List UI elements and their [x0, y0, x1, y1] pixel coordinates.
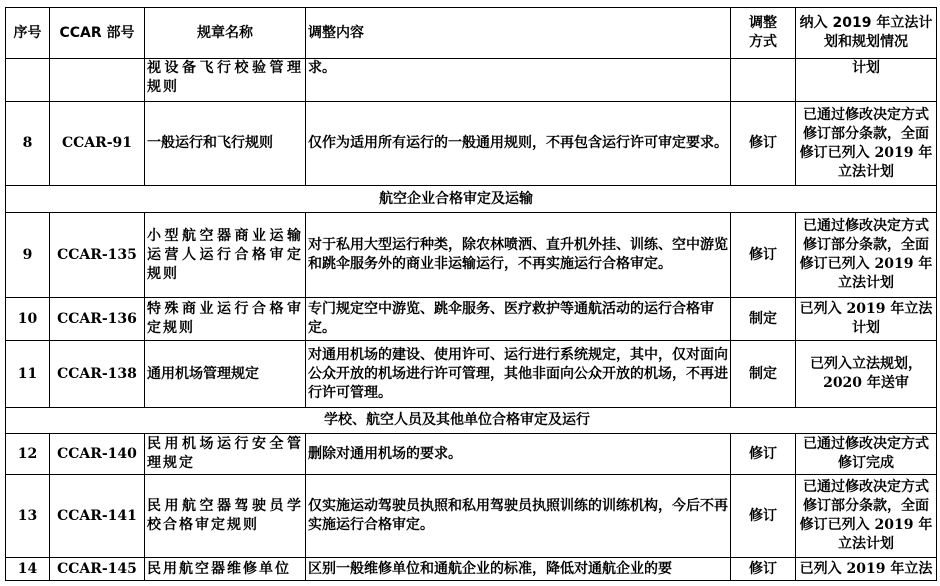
cell-content: 对于私用大型运行种类，除农林喷洒、直升机外挂、训练、空中游览和跳伞服务外的商业非运输运行，不再实施运行合格审定。	[306, 213, 731, 298]
cell-name: 视设备飞行校验管理规则	[145, 59, 306, 102]
cell-name: 民用航空器维修单位	[145, 558, 306, 581]
section-row	[6, 186, 937, 213]
cell-ccar	[50, 59, 145, 102]
section-heading-airline-certification: 航空企业合格审定及运输	[6, 186, 937, 213]
cell-ccar: CCAR-91	[50, 102, 145, 186]
cell-content: 求。	[306, 59, 731, 102]
cell-name: 一般运行和飞行规则	[145, 102, 306, 186]
cell-plan: 计划	[796, 59, 937, 102]
header-plan: 纳入 2019 年立法计 划和规划情况	[796, 8, 937, 59]
cell-ccar: CCAR-145	[50, 558, 145, 581]
section-heading-schools-personnel: 学校、航空人员及其他单位合格审定及运行	[6, 408, 937, 434]
cell-seq: 14	[6, 558, 50, 581]
cell-plan: 已列入 2019 年立法	[796, 558, 937, 581]
cell-plan: 已列入立法规划，2020 年送审	[796, 341, 937, 408]
cell-method: 制定	[731, 298, 796, 341]
table-row	[6, 475, 937, 558]
cell-seq: 8	[6, 102, 50, 186]
cell-ccar: CCAR-136	[50, 298, 145, 341]
cell-plan: 已通过修改决定方式修订完成	[796, 434, 937, 475]
cell-method: 修订	[731, 102, 796, 186]
header-content: 调整内容	[306, 8, 731, 59]
cell-content: 仅实施运动驾驶员执照和私用驾驶员执照训练的训练机构，今后不再实施运行合格审定。	[306, 475, 731, 558]
cell-method: 修订	[731, 475, 796, 558]
cell-plan: 已列入 2019 年立法计划	[796, 298, 937, 341]
cell-method: 制定	[731, 341, 796, 408]
cell-content: 删除对通用机场的要求。	[306, 434, 731, 475]
table-row	[6, 59, 937, 102]
cell-seq: 12	[6, 434, 50, 475]
table-row	[6, 341, 937, 408]
table-row	[6, 102, 937, 186]
header-ccar: CCAR 部号	[50, 8, 145, 59]
cell-name: 民用机场运行安全管理规定	[145, 434, 306, 475]
cell-method: 修订	[731, 558, 796, 581]
cell-name: 小型航空器商业运输运营人运行合格审定规则	[145, 213, 306, 298]
cell-plan: 已通过修改决定方式修订部分条款，全面修订已列入 2019 年立法计划	[796, 213, 937, 298]
table-row	[6, 434, 937, 475]
cell-content: 区别一般维修单位和通航企业的标准，降低对通航企业的要	[306, 558, 731, 581]
section-row	[6, 408, 937, 434]
table-row	[6, 558, 937, 581]
header-seq: 序号	[6, 8, 50, 59]
cell-ccar: CCAR-141	[50, 475, 145, 558]
regulation-adjustment-table	[5, 7, 937, 581]
cell-seq: 11	[6, 341, 50, 408]
cell-method: 修订	[731, 213, 796, 298]
table-row	[6, 298, 937, 341]
table-row	[6, 213, 937, 298]
cell-content: 仅作为适用所有运行的一般通用规则，不再包含运行许可审定要求。	[306, 102, 731, 186]
cell-method: 修订	[731, 434, 796, 475]
cell-name: 通用机场管理规定	[145, 341, 306, 408]
cell-plan: 已通过修改决定方式修订部分条款，全面修订已列入 2019 年立法计划	[796, 102, 937, 186]
cell-seq: 13	[6, 475, 50, 558]
cell-seq: 10	[6, 298, 50, 341]
cell-ccar: CCAR-138	[50, 341, 145, 408]
cell-ccar: CCAR-135	[50, 213, 145, 298]
cell-content: 对通用机场的建设、使用许可、运行进行系统规定，其中，仅对面向公众开放的机场进行许可管理，其他非面向公众开放的机场，不再进行许可管理。	[306, 341, 731, 408]
header-name: 规章名称	[145, 8, 306, 59]
cell-name: 特殊商业运行合格审定规则	[145, 298, 306, 341]
cell-seq: 9	[6, 213, 50, 298]
cell-name: 民用航空器驾驶员学校合格审定规则	[145, 475, 306, 558]
cell-ccar: CCAR-140	[50, 434, 145, 475]
cell-seq	[6, 59, 50, 102]
header-method: 调整 方式	[731, 8, 796, 59]
cell-method	[731, 59, 796, 102]
cell-content: 专门规定空中游览、跳伞服务、医疗救护等通航活动的运行合格审定。	[306, 298, 731, 341]
header-row	[6, 8, 937, 59]
cell-plan: 已通过修改决定方式修订部分条款，全面修订已列入 2019 年立法计划	[796, 475, 937, 558]
